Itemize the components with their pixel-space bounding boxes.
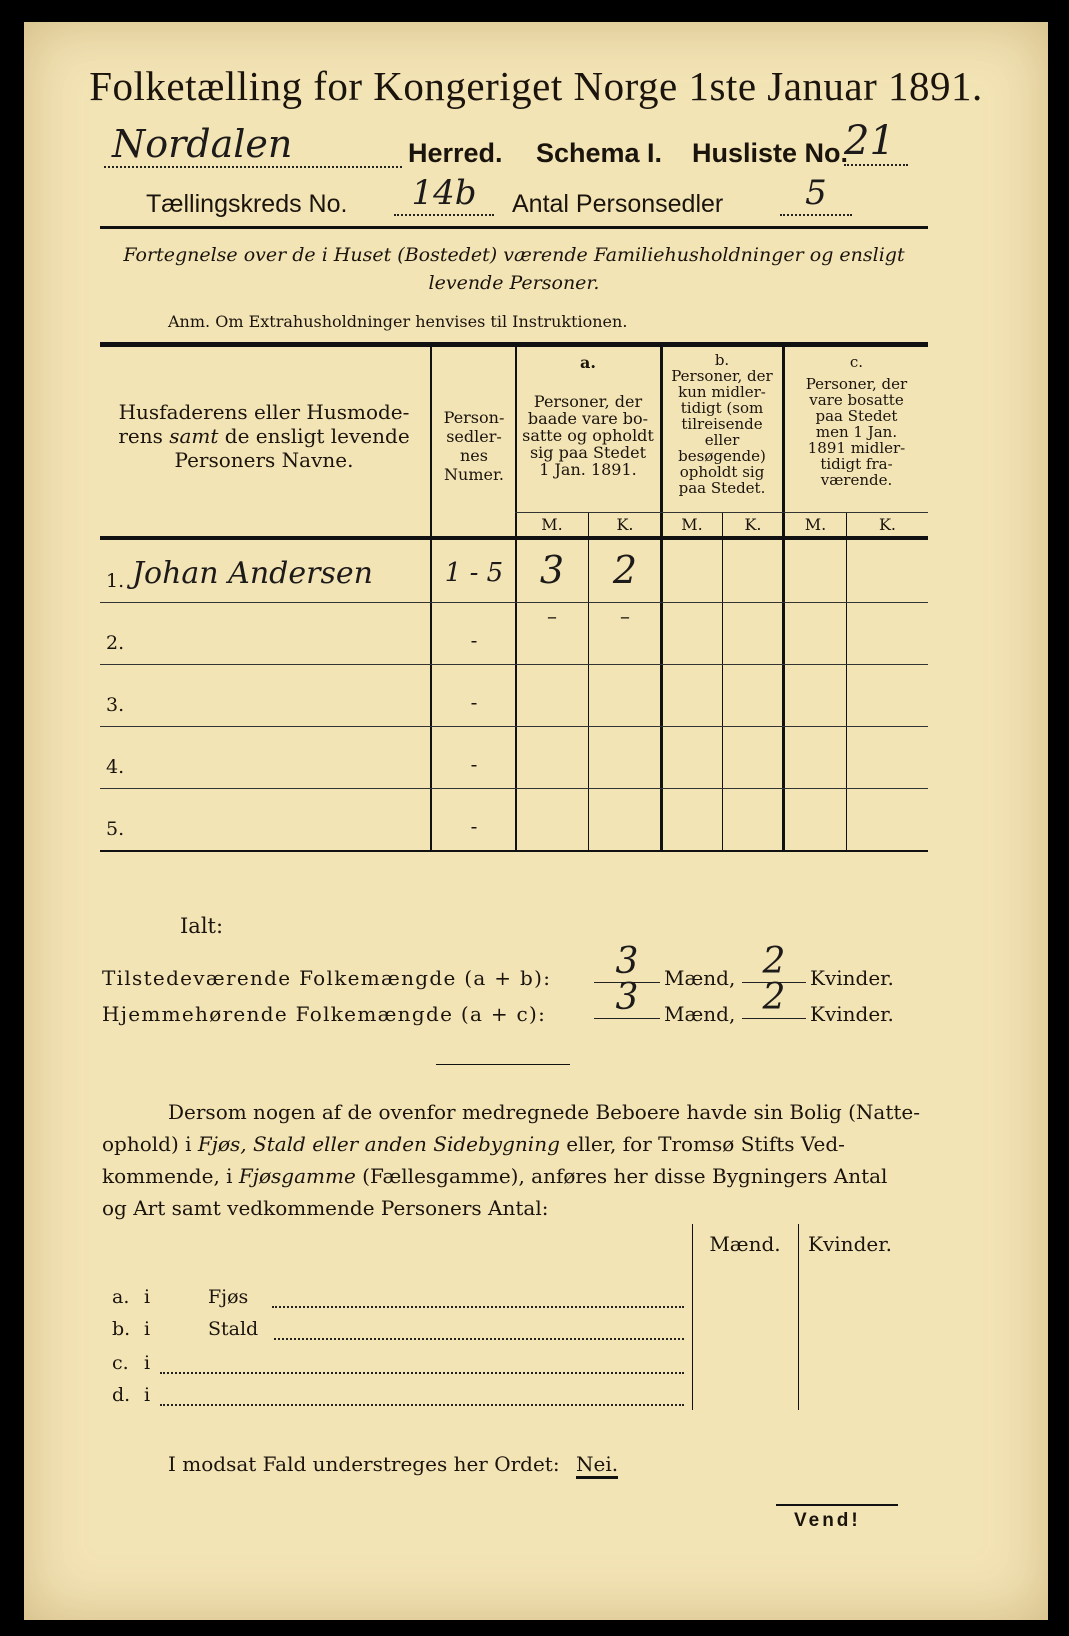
header-persnum-1: Person- — [443, 408, 505, 427]
header-col-a-line: sig paa Stedet — [529, 443, 647, 462]
col-divider — [846, 512, 847, 850]
header-col-a-line: Personer, der — [533, 392, 643, 411]
tilstede-maend-label: Mænd, — [664, 966, 736, 990]
buildings-row-i: i — [144, 1286, 151, 1308]
header-col-c-line: tidigt fra- — [820, 455, 893, 473]
header-persnum — [432, 408, 516, 484]
modsat-text: I modsat Fald understreges her Ordet: — [168, 1452, 560, 1476]
hjemme-label: Hjemmehørende Folkemængde (a + c): — [102, 1002, 547, 1026]
header-persnum-4: Numer. — [444, 465, 504, 484]
taellingskreds-value: 14b — [394, 172, 494, 216]
header-col-c-line: 1891 midler- — [807, 439, 906, 457]
header-names-line2c: de ensligt levende — [218, 424, 410, 448]
row-number: 1. — [106, 570, 125, 592]
buildings-maend-header: Mænd. — [709, 1232, 781, 1256]
header-col-c-line: vare bosatte — [809, 391, 904, 409]
header-col-b-line: tidigt (som — [680, 399, 764, 417]
header-names-line2a: rens — [118, 424, 170, 448]
paragraph-line2 — [102, 1128, 845, 1160]
paragraph-line2b: Fjøs, Stald eller anden Sidebygning — [197, 1132, 560, 1156]
census-form — [24, 22, 1048, 1620]
row-a-m: 3 — [539, 548, 565, 592]
buildings-row-letter: b. — [112, 1318, 131, 1340]
row-number: 5. — [106, 818, 125, 840]
paragraph-line3b: Fjøsgamme — [238, 1164, 356, 1188]
header-col-a-letter: a. — [580, 353, 596, 372]
intro-line1: Fortegnelse over de i Huset (Bostedet) værende Familiehusholdninger og ensligt — [123, 244, 905, 266]
buildings-row-i: i — [144, 1384, 151, 1406]
row-persnum: - — [470, 752, 478, 776]
buildings-row-letter: c. — [112, 1352, 129, 1374]
paragraph-line2a: ophold) i — [102, 1132, 198, 1156]
row-number: 3. — [106, 694, 125, 716]
intro-note: Anm. Om Extrahusholdninger henvises til Instruktionen. — [168, 312, 628, 331]
header-col-b — [662, 352, 782, 496]
table-top-rule — [100, 342, 928, 347]
paragraph-line2c: eller, for Tromsø Stifts Ved- — [559, 1132, 845, 1156]
buildings-row-dots — [160, 1364, 684, 1374]
mk-label-am: M. — [541, 515, 563, 534]
mk-label-cm: M. — [804, 515, 827, 534]
row-persnum: - — [470, 690, 478, 714]
header-names — [104, 400, 424, 472]
paragraph-line4: og Art samt vedkommende Personers Antal: — [102, 1196, 549, 1220]
nei-word: Nei. — [576, 1452, 618, 1479]
tilstede-label: Tilstedeværende Folkemængde (a + b): — [102, 966, 552, 990]
row-rule — [100, 602, 928, 603]
header-col-b-letter: b. — [714, 351, 730, 369]
row-a-k: 2 — [612, 548, 638, 592]
buildings-row-dots — [272, 1298, 684, 1308]
paragraph-line3a: kommende, i — [102, 1164, 239, 1188]
buildings-kvinder-header: Kvinder. — [808, 1232, 892, 1256]
row-number: 4. — [106, 756, 125, 778]
header-persnum-2: sedler- — [446, 427, 502, 446]
mk-label-bk: K. — [744, 515, 762, 534]
buildings-row-label: Stald — [208, 1318, 259, 1340]
hjemme-kvinder-value: 2 — [742, 978, 806, 1019]
header-col-a-line: satte og opholdt — [522, 426, 654, 445]
header-col-c — [785, 354, 928, 488]
section-divider — [436, 1064, 570, 1065]
paragraph-line1: Dersom nogen af de ovenfor medregnede Beboere havde sin Bolig (Natte- — [168, 1100, 921, 1124]
row-rule — [100, 726, 928, 727]
header-col-c-line: men 1 Jan. — [815, 423, 898, 441]
header-col-b-line: tilreisende — [681, 415, 763, 433]
vend-rule — [776, 1504, 898, 1506]
buildings-row-i: i — [144, 1352, 151, 1374]
schema-label: Schema I. — [536, 138, 663, 168]
tilstede-kvinder-value: 2 — [742, 942, 806, 983]
tilstede-kvinder-label: Kvinder. — [810, 966, 894, 990]
hjemme-kvinder-label: Kvinder. — [810, 1002, 894, 1026]
header-col-c-line: værende. — [820, 471, 893, 489]
hjemme-maend-value: 3 — [594, 978, 660, 1019]
mk-rule — [515, 512, 928, 513]
buildings-row-letter: d. — [112, 1384, 131, 1406]
intro-line2: levende Personer. — [428, 272, 600, 294]
row-rule — [100, 664, 928, 665]
header-col-c-line: paa Stedet — [815, 407, 898, 425]
header-col-b-line: besøgende) — [678, 447, 766, 465]
mk-label-ak: K. — [616, 515, 634, 534]
row-a-k: – — [620, 604, 630, 628]
row-persnum: - — [470, 628, 478, 652]
mk-label-bm: M. — [681, 515, 703, 534]
taellingskreds-label: Tællingskreds No. — [146, 190, 348, 218]
ialt-label: Ialt: — [180, 914, 224, 938]
header-col-b-line: paa Stedet. — [678, 479, 766, 497]
header-names-line3: Personers Navne. — [174, 448, 354, 472]
row-persnum: 1 - 5 — [444, 558, 504, 588]
header-col-a-line: 1 Jan. 1891. — [539, 460, 637, 479]
buildings-row-i: i — [144, 1318, 151, 1340]
vend-text: Vend! — [794, 1510, 861, 1531]
buildings-row-letter: a. — [112, 1286, 130, 1308]
paragraph-line3 — [102, 1160, 887, 1192]
buildings-row-dots — [274, 1330, 684, 1340]
header-names-line1: Husfaderens eller Husmode- — [118, 400, 410, 424]
husliste-label: Husliste No. — [692, 138, 849, 168]
header-col-b-line: eller — [704, 431, 740, 449]
row-name: Johan Andersen — [132, 556, 373, 591]
row-persnum: - — [470, 814, 478, 838]
row-rule — [100, 788, 928, 789]
header-col-a-line: baade vare bo- — [527, 409, 649, 428]
header-col-a — [516, 354, 660, 478]
husliste-value: 21 — [844, 118, 908, 166]
header-names-line2 — [104, 424, 424, 448]
antal-value: 5 — [780, 172, 852, 216]
row-a-m: – — [547, 604, 557, 628]
header-persnum-3: nes — [460, 446, 488, 465]
header-col-c-letter: c. — [849, 353, 864, 371]
buildings-row-label: Fjøs — [208, 1286, 249, 1308]
hjemme-maend-label: Mænd, — [664, 1002, 736, 1026]
header-col-b-line: Personer, der — [671, 367, 773, 385]
header-rule — [100, 226, 928, 229]
mk-label-ck: K. — [878, 515, 897, 534]
header-names-line2b: samt — [169, 424, 219, 448]
buildings-divider — [798, 1224, 799, 1410]
header-col-c-line: Personer, der — [805, 375, 908, 393]
herred-label: Herred. — [408, 138, 503, 168]
antal-label: Antal Personsedler — [512, 190, 724, 218]
col-divider — [722, 512, 723, 850]
table-bottom-rule — [100, 850, 928, 852]
table-header-rule — [100, 536, 928, 540]
header-col-b-line: kun midler- — [678, 383, 766, 401]
row-number: 2. — [106, 632, 125, 654]
paragraph-line3c: (Fællesgamme), anføres her disse Bygningers Antal — [355, 1164, 888, 1188]
tilstede-maend-value: 3 — [594, 942, 660, 983]
herred-value: Nordalen — [104, 122, 402, 168]
buildings-row-dots — [160, 1396, 684, 1406]
header-col-b-line: opholdt sig — [679, 463, 765, 481]
form-title: Folketælling for Kongeriget Norge 1ste Januar 1891. — [89, 63, 983, 109]
